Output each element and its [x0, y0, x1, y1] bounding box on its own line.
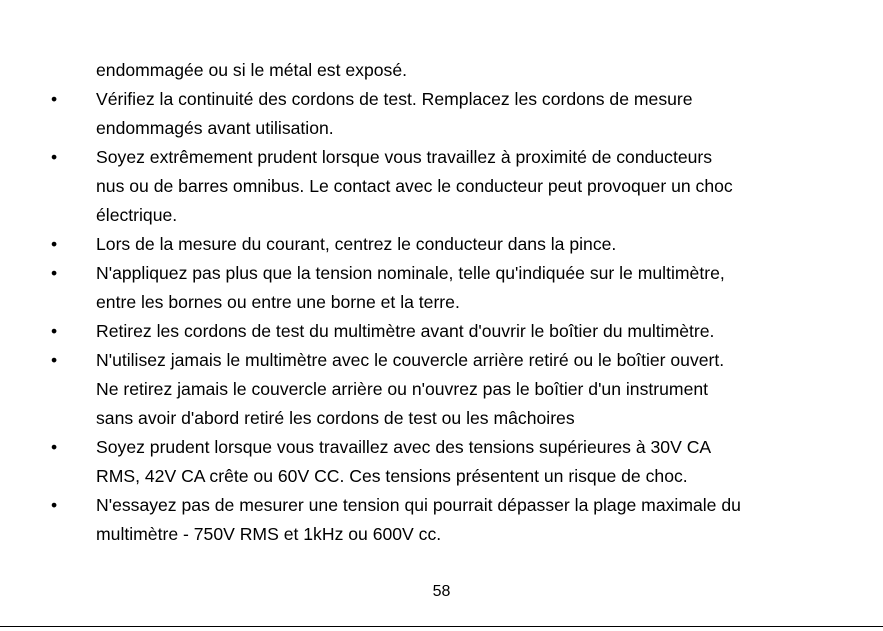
text-line — [0, 520, 883, 549]
text-line — [0, 114, 883, 143]
bullet-marker: • — [51, 437, 58, 457]
bullet-marker: • — [51, 321, 58, 341]
bullet-marker: • — [51, 234, 58, 254]
bullet-marker: • — [51, 350, 58, 370]
text-line — [0, 230, 883, 259]
text-line — [0, 404, 883, 433]
bottom-divider — [0, 626, 883, 627]
text-line — [0, 375, 883, 404]
line-text: électrique. — [96, 205, 178, 225]
text-line — [0, 201, 883, 230]
line-text: Vérifiez la continuité des cordons de test. Remplacez les cordons de mesure — [96, 89, 693, 109]
page-number: 58 — [432, 583, 451, 600]
text-line — [0, 143, 883, 172]
text-line — [0, 346, 883, 375]
line-text: N'appliquez pas plus que la tension nominale, telle qu'indiquée sur le multimètre, — [96, 263, 725, 283]
text-line — [0, 317, 883, 346]
line-text: multimètre - 750V RMS et 1kHz ou 600V cc. — [96, 524, 442, 544]
text-line — [0, 56, 883, 85]
line-text: sans avoir d'abord retiré les cordons de test ou les mâchoires — [96, 408, 575, 428]
bullet-marker: • — [51, 89, 58, 109]
safety-instructions-list — [0, 56, 883, 549]
line-text: Soyez prudent lorsque vous travaillez avec des tensions supérieures à 30V CA — [96, 437, 712, 457]
line-text: endommagés avant utilisation. — [96, 118, 334, 138]
line-text: N'utilisez jamais le multimètre avec le couvercle arrière retiré ou le boîtier ouvert. — [96, 350, 725, 370]
text-line — [0, 462, 883, 491]
text-line — [0, 433, 883, 462]
line-text: entre les bornes ou entre une borne et la terre. — [96, 292, 460, 312]
bullet-marker: • — [51, 147, 58, 167]
line-text: Soyez extrêmement prudent lorsque vous travaillez à proximité de conducteurs — [96, 147, 713, 167]
line-text: nus ou de barres omnibus. Le contact avec le conducteur peut provoquer un choc — [96, 176, 733, 196]
line-text: Lors de la mesure du courant, centrez le conducteur dans la pince. — [96, 234, 617, 254]
line-text: N'essayez pas de mesurer une tension qui pourrait dépasser la plage maximale du — [96, 495, 741, 515]
line-text: RMS, 42V CA crête ou 60V CC. Ces tensions présentent un risque de choc. — [96, 466, 688, 486]
line-text: endommagée ou si le métal est exposé. — [96, 60, 408, 80]
bullet-marker: • — [51, 263, 58, 283]
text-line — [0, 85, 883, 114]
line-text: Retirez les cordons de test du multimètre avant d'ouvrir le boîtier du multimètre. — [96, 321, 715, 341]
text-line — [0, 288, 883, 317]
text-line — [0, 172, 883, 201]
line-text: Ne retirez jamais le couvercle arrière ou n'ouvrez pas le boîtier d'un instrument — [96, 379, 709, 399]
text-line — [0, 491, 883, 520]
bullet-marker: • — [51, 495, 58, 515]
text-line — [0, 259, 883, 288]
